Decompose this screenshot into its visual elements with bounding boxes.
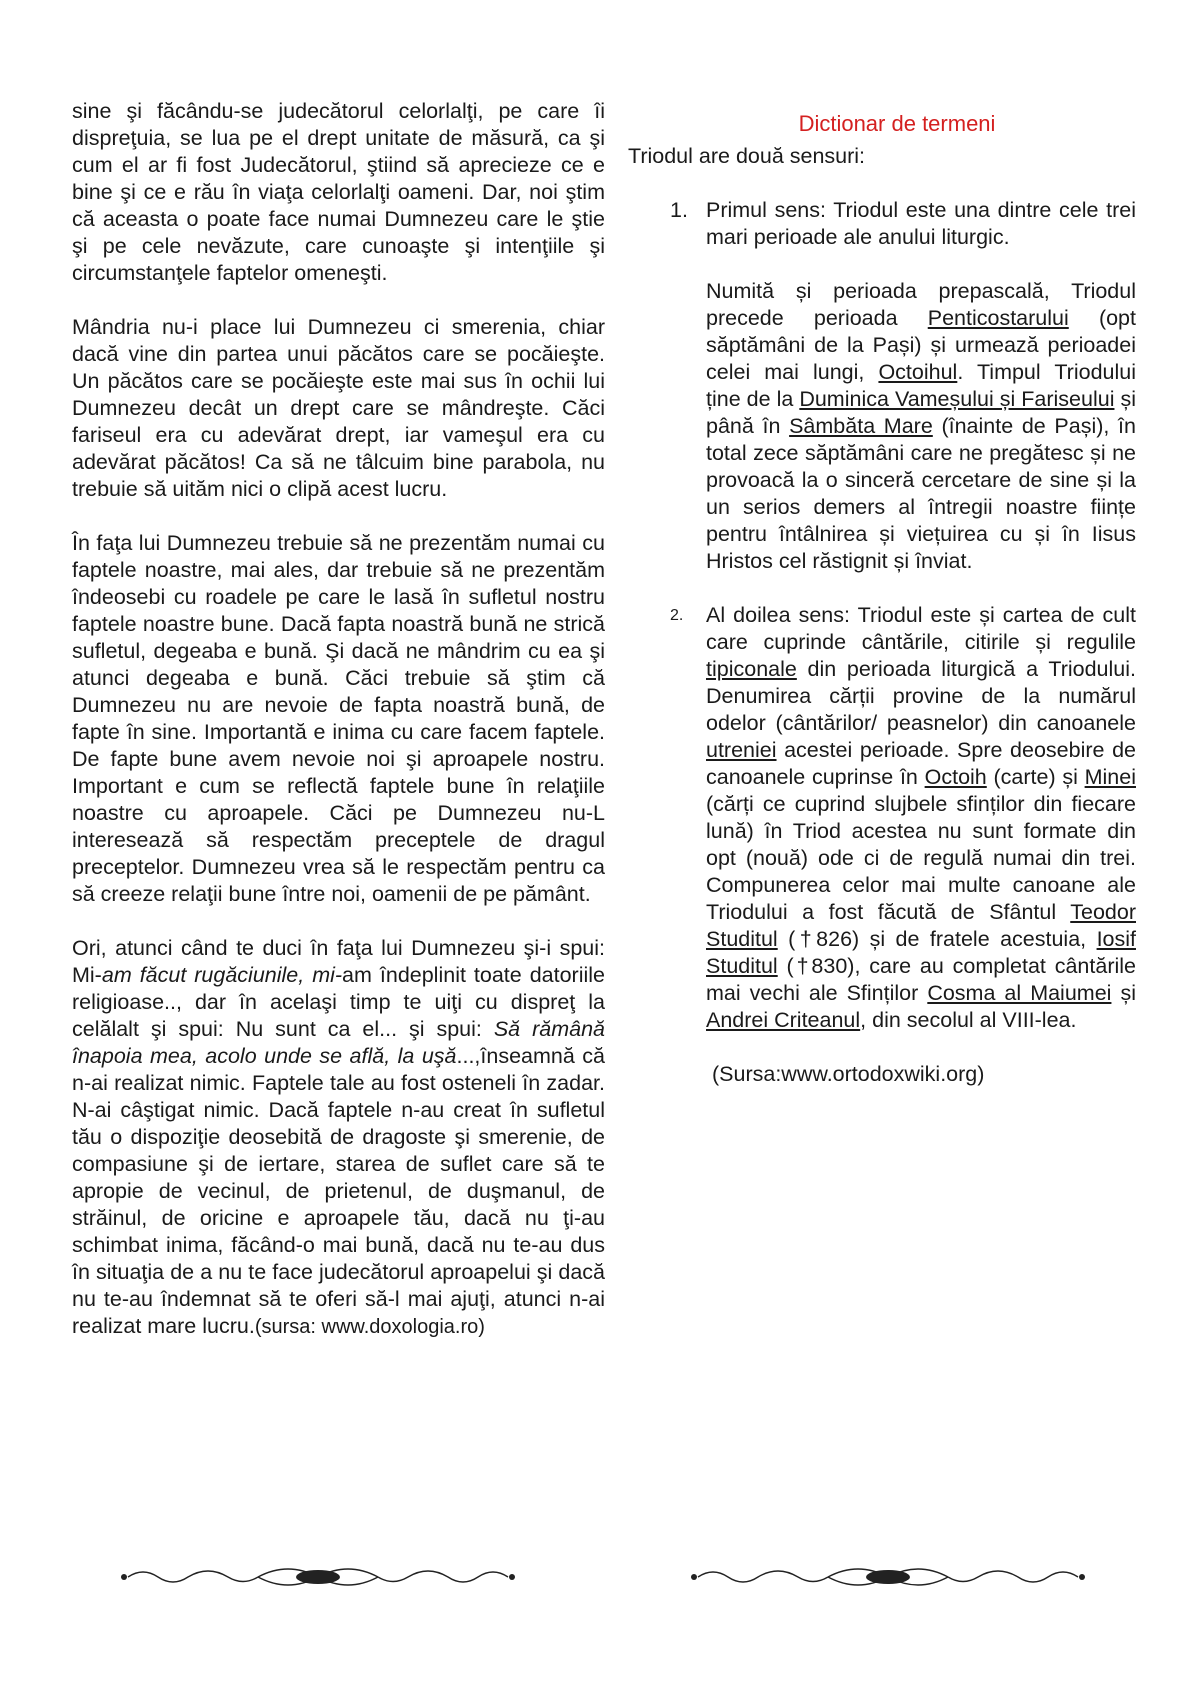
term-link[interactable]: Cosma al Maiumei: [927, 981, 1112, 1005]
source-ortodoxwiki: (Sursa:www.ortodoxwiki.org): [712, 1062, 985, 1086]
dictionary-intro: Triodul are două sensuri:: [628, 144, 866, 168]
text-run: din perioada liturgică a Triodului. Denumirea cărții provine de la numărul odelor (cântărilor/ peasnelor) din canoanele: [706, 657, 1136, 735]
definition-1-text: Primul sens: Triodul este una dintre cele trei mari perioade ale anului liturgic.: [706, 198, 1136, 249]
term-link[interactable]: utreniei: [706, 738, 777, 762]
left-column: [72, 98, 605, 1368]
term-link[interactable]: Octoihul: [878, 360, 958, 384]
item-number: 2.: [670, 607, 684, 624]
text-run: și până în: [706, 387, 1136, 438]
text-run: (opt săptămâni de la Pași) și urmează perioadei celei mai lungi,: [706, 306, 1136, 384]
text-run: Al doilea sens: Triodul este și cartea de cult care cuprinde cântările, citirile și regulile: [706, 603, 1136, 654]
term-link[interactable]: Andrei Criteanul: [706, 1008, 861, 1032]
text-run: (carte) și: [986, 765, 1085, 789]
ornament-divider-left: [118, 1560, 518, 1594]
text-run: (†830), care au completat cântările mai vechi ale Sfinților: [706, 954, 1136, 1005]
italic-quote: Să rămână înapoia mea, acolo unde se află, la uşă: [72, 1017, 605, 1068]
source-doxologia: (sursa: www.doxologia.ro): [254, 1316, 485, 1338]
text-run: și: [1111, 981, 1136, 1005]
text-run: (înainte de Pași), în total zece săptămâni care ne pregătesc și ne provoacă la o sinceră cercetare de sine și la un serios demers al întregii noastre ființe pentru întâlnirea și viețuirea cu și în Iisus Hristos cel răstignit și înviat.: [706, 414, 1136, 573]
text-run: (†826) și de fratele acestuia,: [777, 927, 1097, 951]
definition-2-text: [706, 602, 1136, 1034]
text-run: acestei perioade. Spre deosebire de canoanele cuprinse în: [706, 738, 1136, 789]
term-link[interactable]: Iosif Studitul: [706, 927, 1136, 978]
list-item: [628, 197, 1136, 575]
text-run: am îndeplinit toate datoriile religioase.., dar în acelaşi timp te uiţi cu dispreţ la celălalt şi spui: Nu sunt ca el... şi spui:: [72, 963, 605, 1041]
term-link[interactable]: Penticostarului: [927, 306, 1069, 330]
paragraph-2: Mândria nu-i place lui Dumnezeu ci smerenia, chiar dacă vine din partea unui păcătos care se pocăieşte. Un păcătos care se pocăieşte este mai sus în ochii lui Dumnezeu decât un drept care se mândreşte. Căci fariseul era cu adevărat drept, iar vameşul era cu adevărat păcătos! Ca să ne tâlcuim bine parabola, nu trebuie să uităm nici o clipă acest lucru.: [72, 315, 605, 501]
text-run: Numită și perioada prepascală, Triodul precede perioada: [706, 279, 1136, 330]
dictionary-title: Dictionar de termeni: [798, 111, 996, 136]
text-run: , din secolul al VIII-lea.: [860, 1008, 1077, 1032]
term-link[interactable]: Minei: [1084, 765, 1136, 789]
definition-list: [628, 197, 1136, 1034]
term-link[interactable]: Sâmbăta Mare: [789, 414, 933, 438]
italic-run: am făcut rugăciunile, mi-: [101, 963, 343, 987]
definition-1-detail: [706, 278, 1136, 575]
text-run: Ori, atunci când te duci în faţa lui Dumnezeu şi-i spui: Mi-: [72, 936, 605, 987]
term-link[interactable]: tipiconale: [706, 657, 797, 681]
list-item: [628, 602, 1136, 1034]
right-column: [628, 110, 1136, 1088]
item-number: 1.: [670, 198, 688, 222]
text-run: (cărți ce cuprind slujbele sfinților din fiecare lună) în Triod acestea nu sunt formate din opt (nouă) ode ci de regulă numai din trei. Compunerea celor mai multe canoane ale Triodului a fost făcută de Sfântul: [706, 792, 1136, 924]
paragraph-1: sine şi făcându-se judecătorul celorlalţi, pe care îi dispreţuia, se lua pe el drept unitate de măsură, ca şi cum el ar fi fost Judecătorul, ştiind să aprecieze ce e bine şi ce e rău în viaţa celorlalţi oameni. Dar, noi ştim că aceasta o poate face numai Dumnezeu care le ştie şi pe cele nevăzute, care cunoaşte şi intenţiile şi circumstanţele faptelor omeneşti.: [72, 99, 605, 285]
term-link[interactable]: Duminica Vameșului și Fariseului: [799, 387, 1115, 411]
text-run: ...,înseamnă că n-ai realizat nimic. Faptele tale au fost osteneli în zadar. N-ai câştigat nimic. Dacă faptele n-au creat în sufletul tău o dispoziţie deosebită de dragoste şi smerenie, de compasiune şi de iertare, starea de suflet care să te apropie de vecinul, de prietenul, de duşmanul, de străinul, de oricine e aproapele tău, dacă nu ţi-au schimbat inima, făcând-o mai bună, dacă nu te-au dus în situaţia de a nu te face judecătorul aproapelui şi dacă nu te-au îndemnat să te oferi să-l mai ajuţi, atunci n-ai realizat mare lucru.: [72, 1044, 605, 1338]
term-link[interactable]: Octoih: [924, 765, 987, 789]
ornament-divider-right: [688, 1560, 1088, 1594]
paragraph-3: În faţa lui Dumnezeu trebuie să ne prezentăm numai cu faptele noastre, mai ales, dar trebuie să ne prezentăm îndeosebi cu roadele pe care le lasă în sufletul nostru faptele noastre bune. Dacă fapta noastră bună ne strică sufletul, degeaba e bună. Şi dacă ne mândrim cu ea şi atunci degeaba e bună. Căci trebuie să ştim că Dumnezeu nu are nevoie de fapta noastră bună, de fapte în sine. Importantă e inima cu care facem faptele. De fapte bune avem nevoie noi şi aproapele nostru. Important e cum se reflectă faptele bune în relaţiile noastre cu aproapele. Căci pe Dumnezeu nu-L interesează să respectăm preceptele de dragul preceptelor. Dumnezeu vrea să le respectăm pentru ca să creeze relaţii bune între noi, oamenii de pe pământ.: [72, 531, 605, 906]
text-run: . Timpul Triodului ține de la: [706, 360, 1136, 411]
paragraph-4: [72, 935, 605, 1341]
term-link[interactable]: Teodor Studitul: [706, 900, 1136, 951]
